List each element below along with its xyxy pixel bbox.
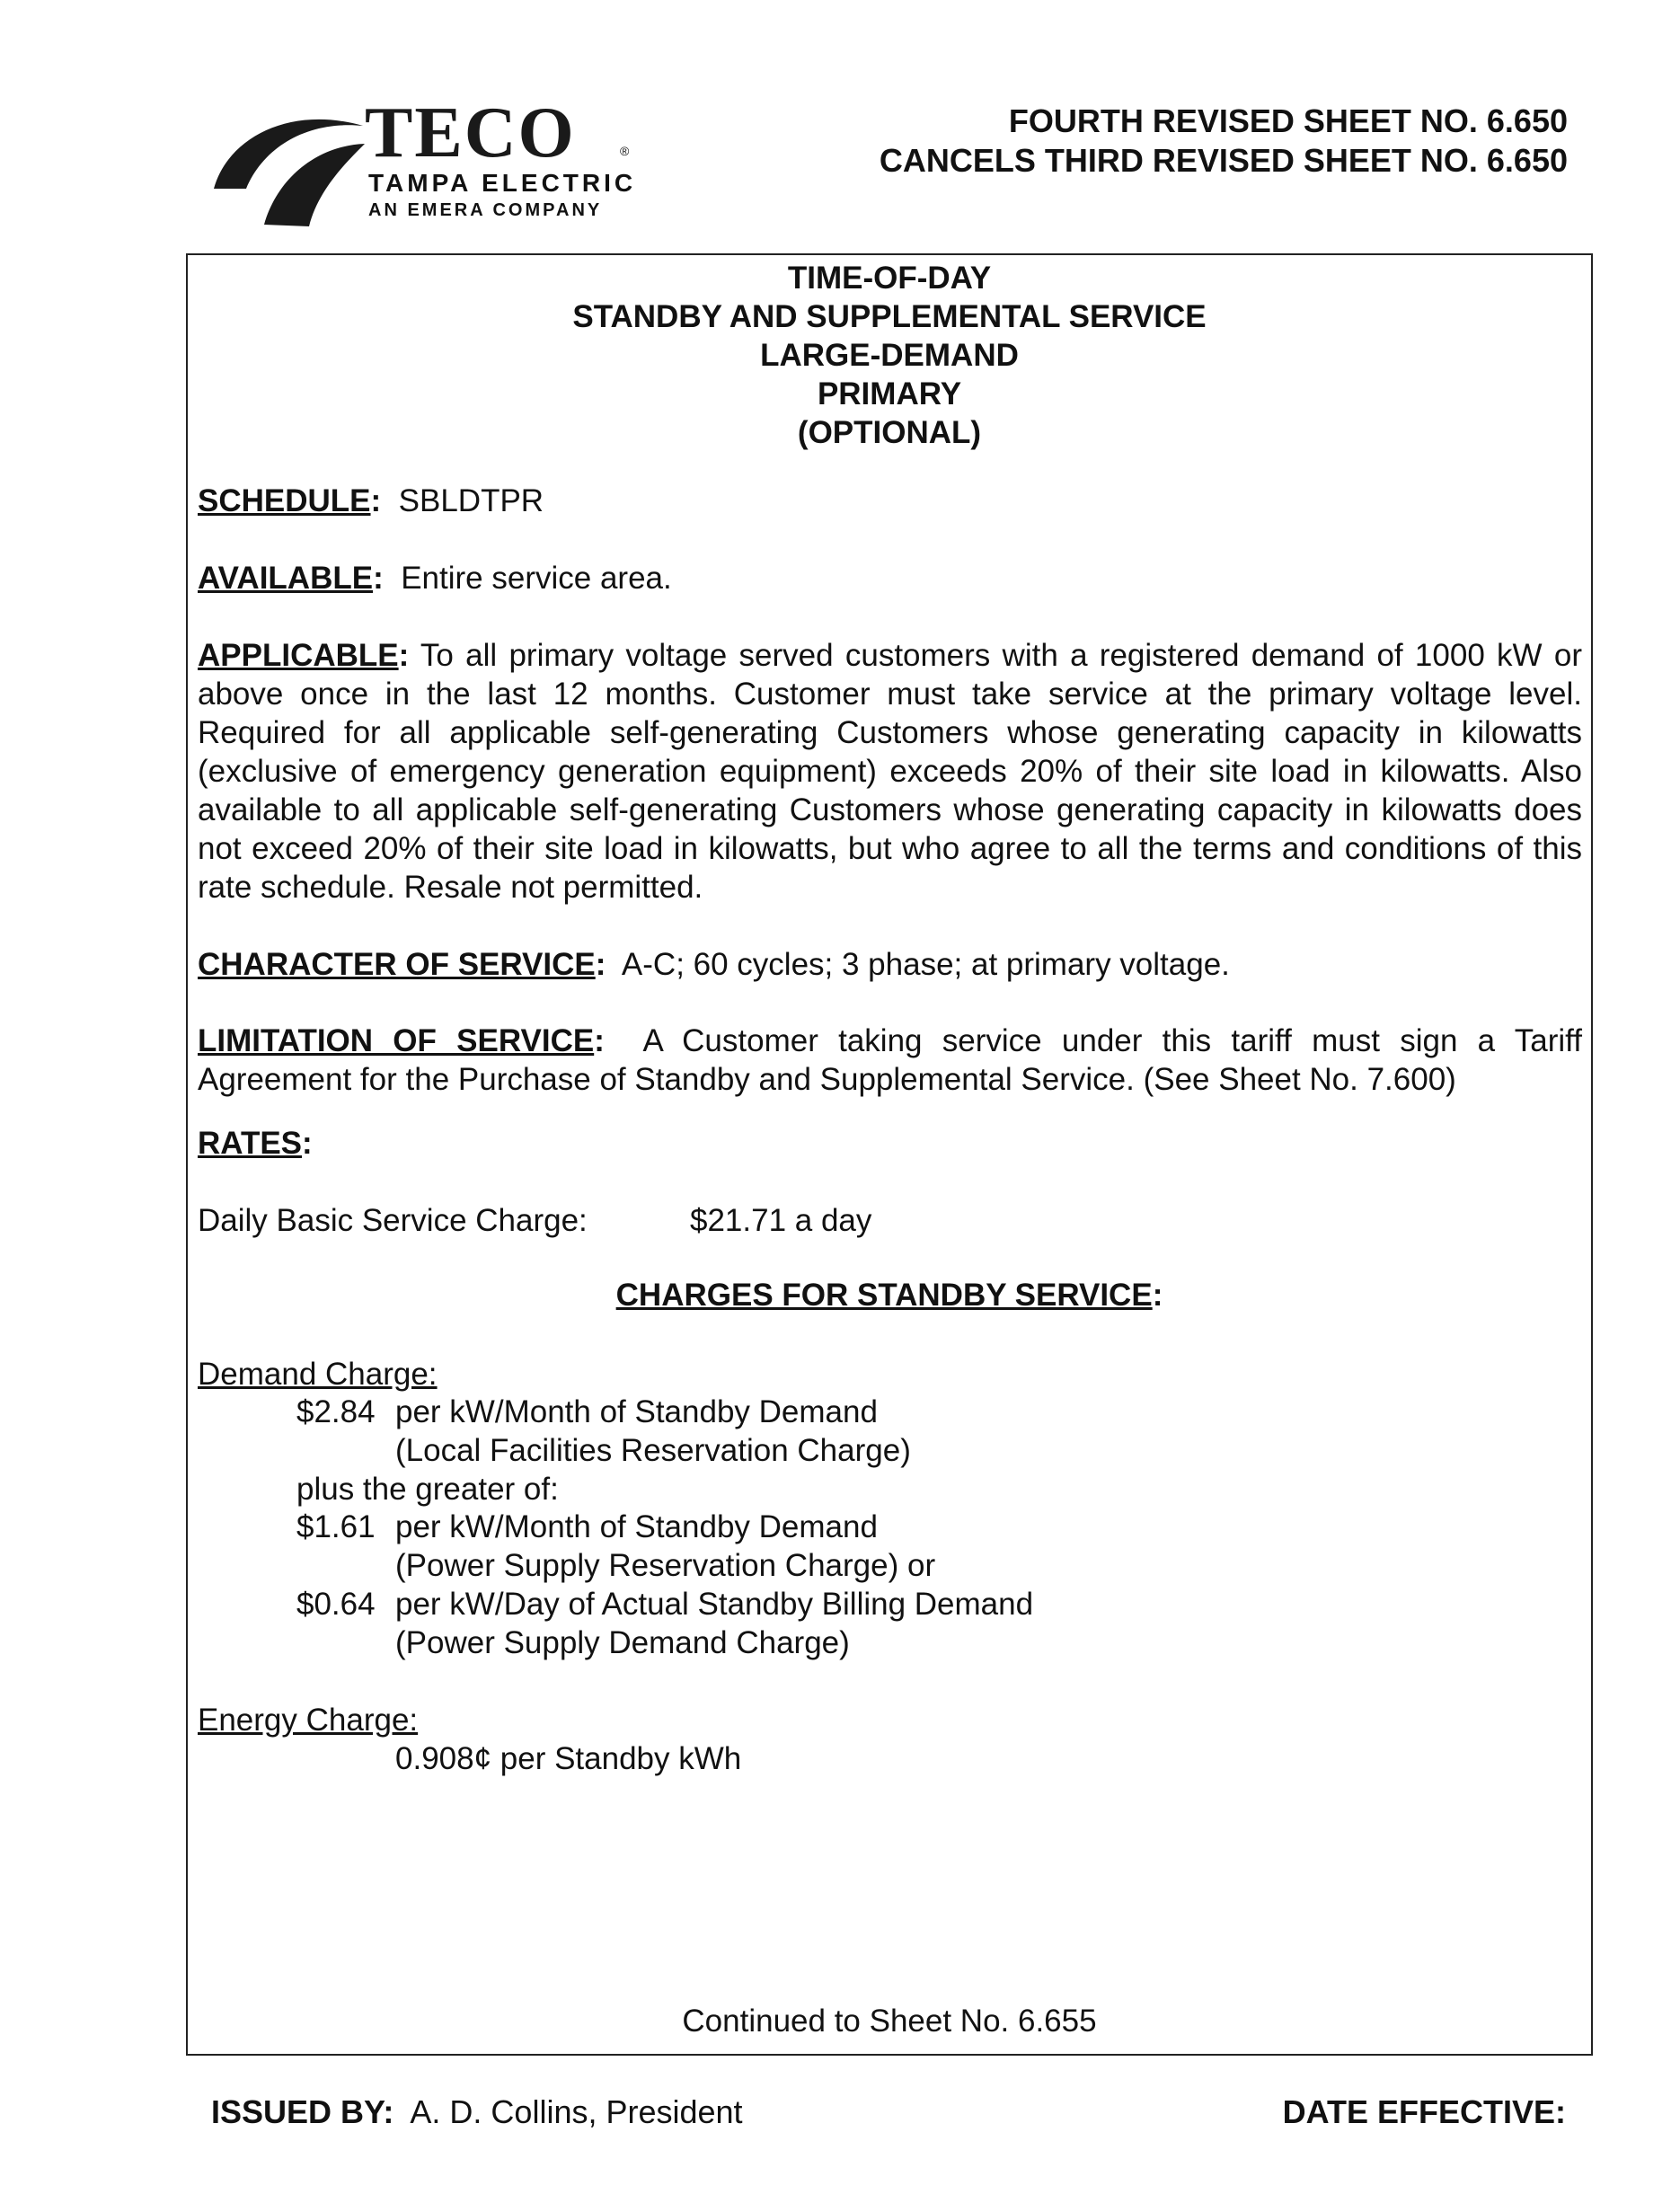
available-label: AVAILABLE <box>198 561 374 596</box>
applicable-text: To all primary voltage served customers with a registered demand of 1000 kW or above once in the last 12 months. Customer must take service at the primary voltage level. Required for all applicable self-generating Customers whose generating capacity in kilowatts (exclusive of emergency generation equipment) exceeds 20% of their site load in kilowatts. Also available to all applicable self-generating Customers whose generating capacity in kilowatts does not exceed 20% of their site load in kilowatts, but who agree to all the terms and conditions of this rate schedule. Resale not permitted. <box>198 638 1582 905</box>
continued-note: Continued to Sheet No. 6.655 <box>682 2004 1097 2039</box>
plus-greater-text: plus the greater of: <box>296 1472 559 1507</box>
title-line-2: STANDBY AND SUPPLEMENTAL SERVICE <box>572 299 1207 334</box>
character-section: CHARACTER OF SERVICE: A-C; 60 cycles; 3 phase; at primary voltage. <box>198 947 1230 982</box>
date-effective-label: DATE EFFECTIVE: <box>1282 2093 1566 2130</box>
demand-item-note: (Power Supply Reservation Charge) or <box>395 1548 936 1583</box>
schedule-section: SCHEDULE: SBLDTPR <box>198 483 544 518</box>
title-line-3: LARGE-DEMAND <box>760 338 1019 373</box>
sheet-cancels: CANCELS THIRD REVISED SHEET NO. 6.650 <box>879 142 1568 179</box>
daily-basic-value: $21.71 a day <box>690 1203 872 1238</box>
title-line-1: TIME-OF-DAY <box>787 261 992 296</box>
rates-label: RATES <box>198 1126 303 1161</box>
sheet-header <box>880 102 1568 181</box>
rates-section: RATES: <box>198 1126 313 1161</box>
demand-item-desc: per kW/Month of Standby Demand <box>395 1509 878 1544</box>
page-title <box>186 259 1593 452</box>
applicable-section: APPLICABLE: To all primary voltage served customers with a registered demand of 1000 kW or above once in the last 12 months. Customer must take service at the primary voltage level. Required for all applicable self-generating Customers whose generating capacity in kilowatts (exclusive of emergency generation equipment) exceeds 20% of their site load in kilowatts. Also available to all applicable self-generating Customers whose generating capacity in kilowatts does not exceed 20% of their site load in kilowatts, but who agree to all the terms and conditions of this rate schedule. Resale not permitted. <box>198 638 1582 905</box>
applicable-label: APPLICABLE <box>198 638 399 673</box>
energy-charge-label: Energy Charge: <box>198 1703 419 1738</box>
demand-item-note: (Power Supply Demand Charge) <box>395 1625 850 1660</box>
demand-item-desc: per kW/Month of Standby Demand <box>395 1394 878 1429</box>
teco-swoosh-icon <box>210 101 372 235</box>
sheet-number: FOURTH REVISED SHEET NO. 6.650 <box>1008 102 1568 139</box>
daily-basic-label: Daily Basic Service Charge: <box>198 1203 588 1238</box>
available-value: Entire service area. <box>401 561 672 596</box>
schedule-label: SCHEDULE <box>198 483 371 518</box>
schedule-value: SBLDTPR <box>398 483 544 518</box>
demand-item-amount: $0.64 <box>296 1587 376 1622</box>
limitation-text: A Customer taking service under this tariff must sign a Tariff Agreement for the Purchase of Standby and Supplemental Service. (See Sheet No. 7.600) <box>198 1023 1582 1097</box>
standby-charges-header: CHARGES FOR STANDBY SERVICE: <box>615 1278 1163 1313</box>
teco-logo <box>210 93 695 232</box>
character-value: A-C; 60 cycles; 3 phase; at primary voltage. <box>621 947 1230 982</box>
title-line-5: (OPTIONAL) <box>797 415 982 450</box>
issued-value: A. D. Collins, President <box>410 2093 743 2130</box>
demand-charge-label: Demand Charge: <box>198 1357 438 1392</box>
demand-item-note: (Local Facilities Reservation Charge) <box>395 1433 911 1468</box>
logo-brand: TECO <box>365 93 576 173</box>
issued-by: ISSUED BY: A. D. Collins, President <box>211 2093 743 2130</box>
character-label: CHARACTER OF SERVICE <box>198 947 596 982</box>
demand-item-amount: $2.84 <box>296 1394 376 1429</box>
logo-reg-mark: ® <box>620 144 630 158</box>
demand-item-desc: per kW/Day of Actual Standby Billing Demand <box>395 1587 1034 1622</box>
logo-parent: AN EMERA COMPANY <box>368 200 603 220</box>
logo-company: TAMPA ELECTRIC <box>368 169 637 197</box>
limitation-section: LIMITATION OF SERVICE: A Customer taking service under this tariff must sign a Tariff Agreement for the Purchase of Standby and Supplemental Service. (See Sheet No. 7.600) <box>198 1023 1582 1097</box>
limitation-label: LIMITATION OF SERVICE <box>198 1023 595 1058</box>
title-line-4: PRIMARY <box>817 376 962 411</box>
demand-item-amount: $1.61 <box>296 1509 376 1544</box>
available-section: AVAILABLE: Entire service area. <box>198 561 672 596</box>
issued-label: ISSUED BY <box>211 2093 384 2130</box>
energy-charge-value: 0.908¢ per Standby kWh <box>395 1741 742 1776</box>
